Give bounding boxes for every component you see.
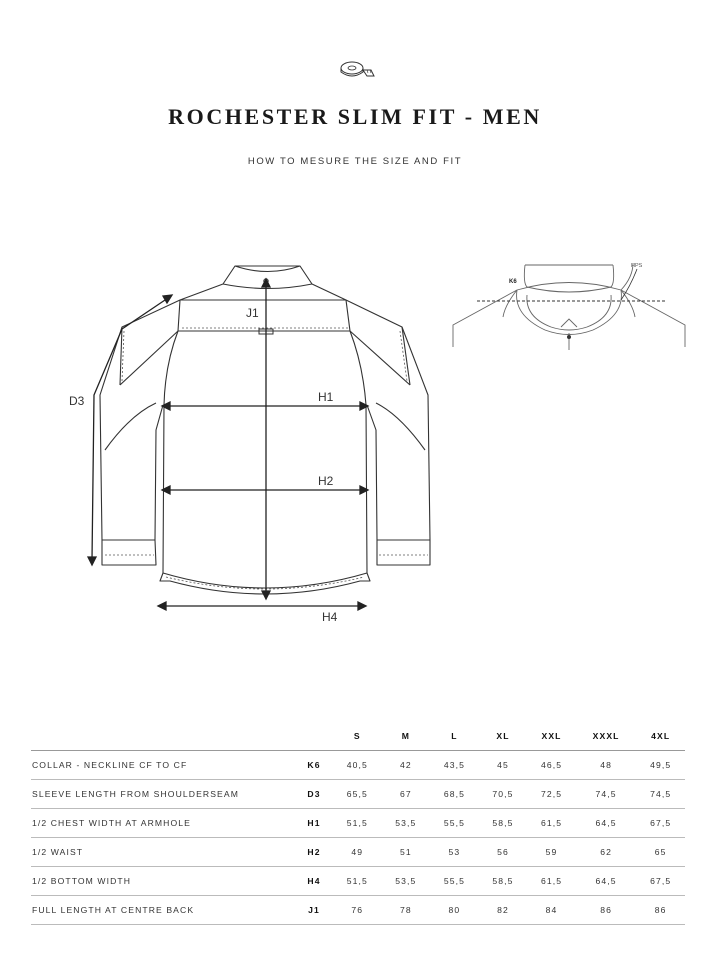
row-value: 56 bbox=[479, 838, 528, 867]
label-hps: HPS bbox=[631, 263, 643, 269]
row-value: 51,5 bbox=[333, 867, 382, 896]
row-label: COLLAR - NECKLINE CF TO CF bbox=[31, 751, 295, 780]
page-title: ROCHESTER SLIM FIT - MEN bbox=[168, 104, 542, 129]
row-value: 46,5 bbox=[527, 751, 576, 780]
header-blank bbox=[31, 722, 295, 751]
row-label: 1/2 BOTTOM WIDTH bbox=[31, 867, 295, 896]
size-header: M bbox=[382, 722, 431, 751]
row-value: 58,5 bbox=[479, 867, 528, 896]
label-k6: K6 bbox=[509, 279, 517, 285]
row-value: 82 bbox=[479, 896, 528, 925]
row-value: 80 bbox=[430, 896, 479, 925]
label-d3: D3 bbox=[69, 394, 85, 408]
row-value: 55,5 bbox=[430, 809, 479, 838]
size-header: 4XL bbox=[636, 722, 685, 751]
row-value: 42 bbox=[382, 751, 431, 780]
size-header: XXL bbox=[527, 722, 576, 751]
row-value: 67 bbox=[382, 780, 431, 809]
row-value: 72,5 bbox=[527, 780, 576, 809]
row-label: FULL LENGTH AT CENTRE BACK bbox=[31, 896, 295, 925]
row-value: 86 bbox=[636, 896, 685, 925]
row-value: 65,5 bbox=[333, 780, 382, 809]
row-value: 84 bbox=[527, 896, 576, 925]
row-value: 45 bbox=[479, 751, 528, 780]
row-value: 53,5 bbox=[382, 867, 431, 896]
table-row bbox=[31, 838, 685, 867]
size-header: S bbox=[333, 722, 382, 751]
row-value: 78 bbox=[382, 896, 431, 925]
label-j1: J1 bbox=[246, 306, 259, 320]
row-value: 51,5 bbox=[333, 809, 382, 838]
size-header: XXXL bbox=[576, 722, 637, 751]
table-row bbox=[31, 809, 685, 838]
row-value: 67,5 bbox=[636, 809, 685, 838]
header-code bbox=[295, 722, 333, 751]
row-value: 74,5 bbox=[636, 780, 685, 809]
row-value: 65 bbox=[636, 838, 685, 867]
size-header: L bbox=[430, 722, 479, 751]
shirt-back-diagram bbox=[60, 255, 460, 630]
row-value: 49 bbox=[333, 838, 382, 867]
row-label: 1/2 WAIST bbox=[31, 838, 295, 867]
row-value: 62 bbox=[576, 838, 637, 867]
measuring-tape-icon bbox=[338, 58, 378, 80]
size-header: XL bbox=[479, 722, 528, 751]
size-table bbox=[31, 722, 685, 925]
row-value: 53 bbox=[430, 838, 479, 867]
row-code: H2 bbox=[295, 838, 333, 867]
row-value: 40,5 bbox=[333, 751, 382, 780]
size-table-header bbox=[31, 722, 685, 751]
label-h2: H2 bbox=[318, 474, 334, 488]
row-value: 70,5 bbox=[479, 780, 528, 809]
table-row bbox=[31, 751, 685, 780]
row-code: J1 bbox=[295, 896, 333, 925]
row-value: 49,5 bbox=[636, 751, 685, 780]
row-value: 59 bbox=[527, 838, 576, 867]
row-value: 55,5 bbox=[430, 867, 479, 896]
row-code: K6 bbox=[295, 751, 333, 780]
row-value: 67,5 bbox=[636, 867, 685, 896]
table-row bbox=[31, 867, 685, 896]
table-row bbox=[31, 780, 685, 809]
page-subtitle: HOW TO MESURE THE SIZE AND FIT bbox=[247, 156, 463, 167]
row-value: 74,5 bbox=[576, 780, 637, 809]
row-value: 86 bbox=[576, 896, 637, 925]
row-value: 68,5 bbox=[430, 780, 479, 809]
row-label: 1/2 CHEST WIDTH AT ARMHOLE bbox=[31, 809, 295, 838]
row-value: 61,5 bbox=[527, 809, 576, 838]
row-value: 61,5 bbox=[527, 867, 576, 896]
label-h4: H4 bbox=[322, 610, 338, 624]
row-code: H1 bbox=[295, 809, 333, 838]
row-value: 43,5 bbox=[430, 751, 479, 780]
row-value: 64,5 bbox=[576, 867, 637, 896]
row-label: SLEEVE LENGTH FROM SHOULDERSEAM bbox=[31, 780, 295, 809]
row-value: 51 bbox=[382, 838, 431, 867]
row-value: 53,5 bbox=[382, 809, 431, 838]
row-code: H4 bbox=[295, 867, 333, 896]
row-code: D3 bbox=[295, 780, 333, 809]
row-value: 76 bbox=[333, 896, 382, 925]
table-row bbox=[31, 896, 685, 925]
collar-detail-diagram bbox=[445, 255, 690, 355]
row-value: 64,5 bbox=[576, 809, 637, 838]
label-h1: H1 bbox=[318, 390, 334, 404]
row-value: 48 bbox=[576, 751, 637, 780]
row-value: 58,5 bbox=[479, 809, 528, 838]
